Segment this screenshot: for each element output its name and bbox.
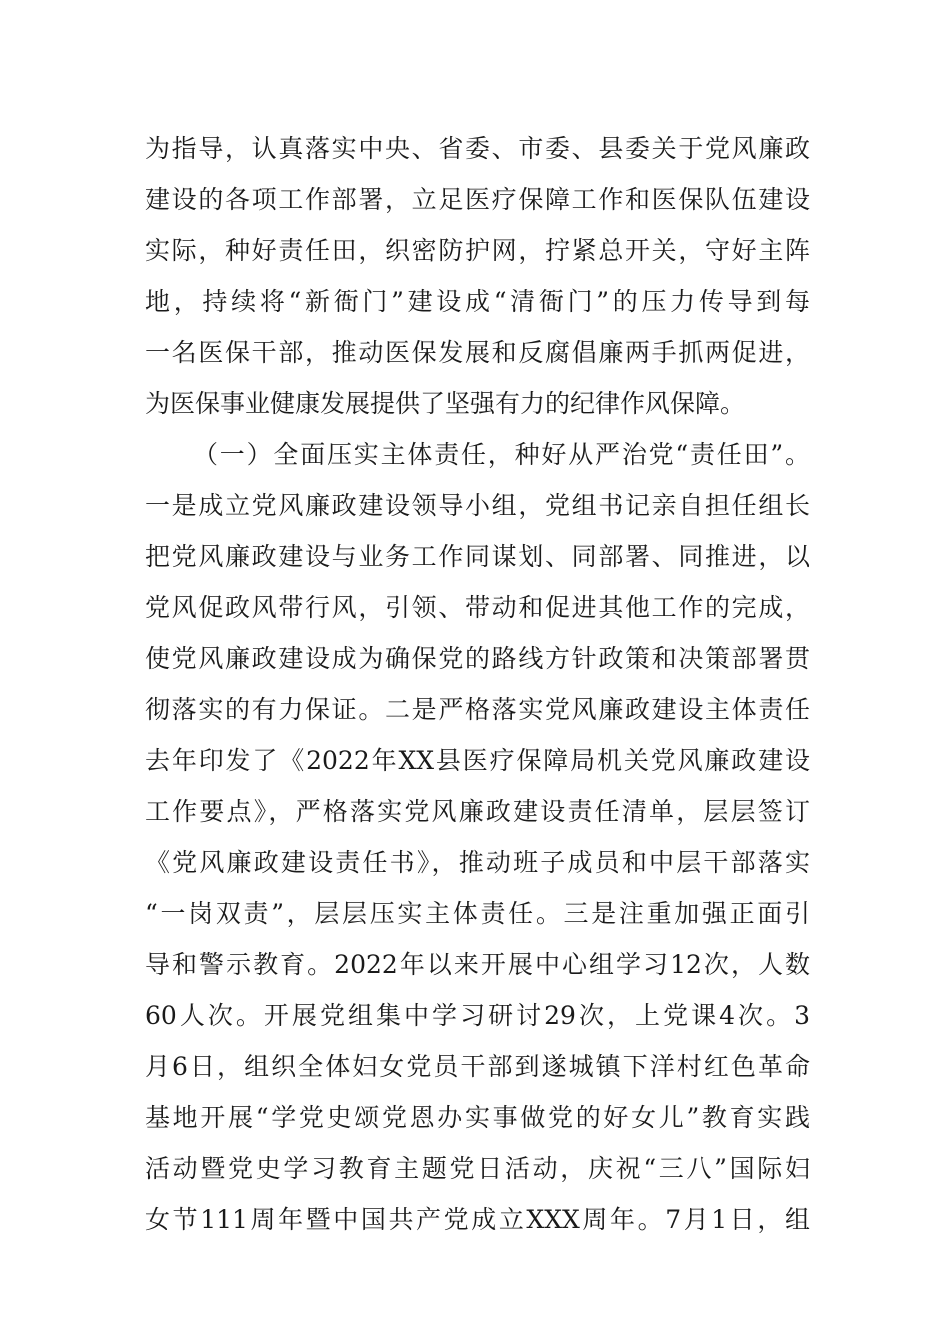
text-line: 活动暨党史学习教育主题党日活动，庆祝“三八”国际妇	[145, 1154, 810, 1183]
text-line: 基地开展“学党史颂党恩办实事做党的好女儿”教育实践	[145, 1103, 810, 1132]
text-line: 把党风廉政建设与业务工作同谋划、同部署、同推进，以	[145, 542, 810, 571]
text-line: 月6日，组织全体妇女党员干部到遂城镇下洋村红色革命	[145, 1052, 810, 1081]
text-line: 彻落实的有力保证。二是严格落实党风廉政建设主体责任	[145, 695, 810, 724]
text-line: 女节111周年暨中国共产党成立XXX周年。7月1日，组	[145, 1205, 810, 1234]
text-line: 为指导，认真落实中央、省委、市委、县委关于党风廉政	[145, 134, 810, 163]
text-line: 党风促政风带行风，引领、带动和促进其他工作的完成，	[145, 593, 810, 622]
text-line: 地，持续将“新衙门”建设成“清衙门”的压力传导到每	[145, 287, 810, 316]
text-line: 一是成立党风廉政建设领导小组，党组书记亲自担任组长	[145, 491, 810, 520]
text-line: 去年印发了《2022年XX县医疗保障局机关党风廉政建设	[145, 746, 810, 775]
text-line: 为医保事业健康发展提供了坚强有力的纪律作风保障。	[145, 389, 746, 418]
text-line: 使党风廉政建设成为确保党的路线方针政策和决策部署贯	[145, 644, 810, 673]
text-line: 建设的各项工作部署，立足医疗保障工作和医保队伍建设	[145, 185, 810, 214]
text-line: “一岗双责”，层层压实主体责任。三是注重加强正面引	[145, 899, 810, 928]
text-line: 《党风廉政建设责任书》，推动班子成员和中层干部落实	[145, 848, 810, 877]
text-line: 导和警示教育。2022年以来开展中心组学习12次，人数	[145, 950, 810, 979]
text-line: 60人次。开展党组集中学习研讨29次，上党课4次。3	[145, 1001, 810, 1030]
body-text	[145, 123, 810, 1245]
text-line: 实际，种好责任田，织密防护网，拧紧总开关，守好主阵	[145, 236, 810, 265]
section-heading-line: （一）全面压实主体责任，种好从严治党“责任田”。	[193, 440, 810, 469]
text-line: 一名医保干部，推动医保发展和反腐倡廉两手抓两促进，	[145, 338, 810, 367]
text-line: 工作要点》，严格落实党风廉政建设责任清单，层层签订	[145, 797, 810, 826]
